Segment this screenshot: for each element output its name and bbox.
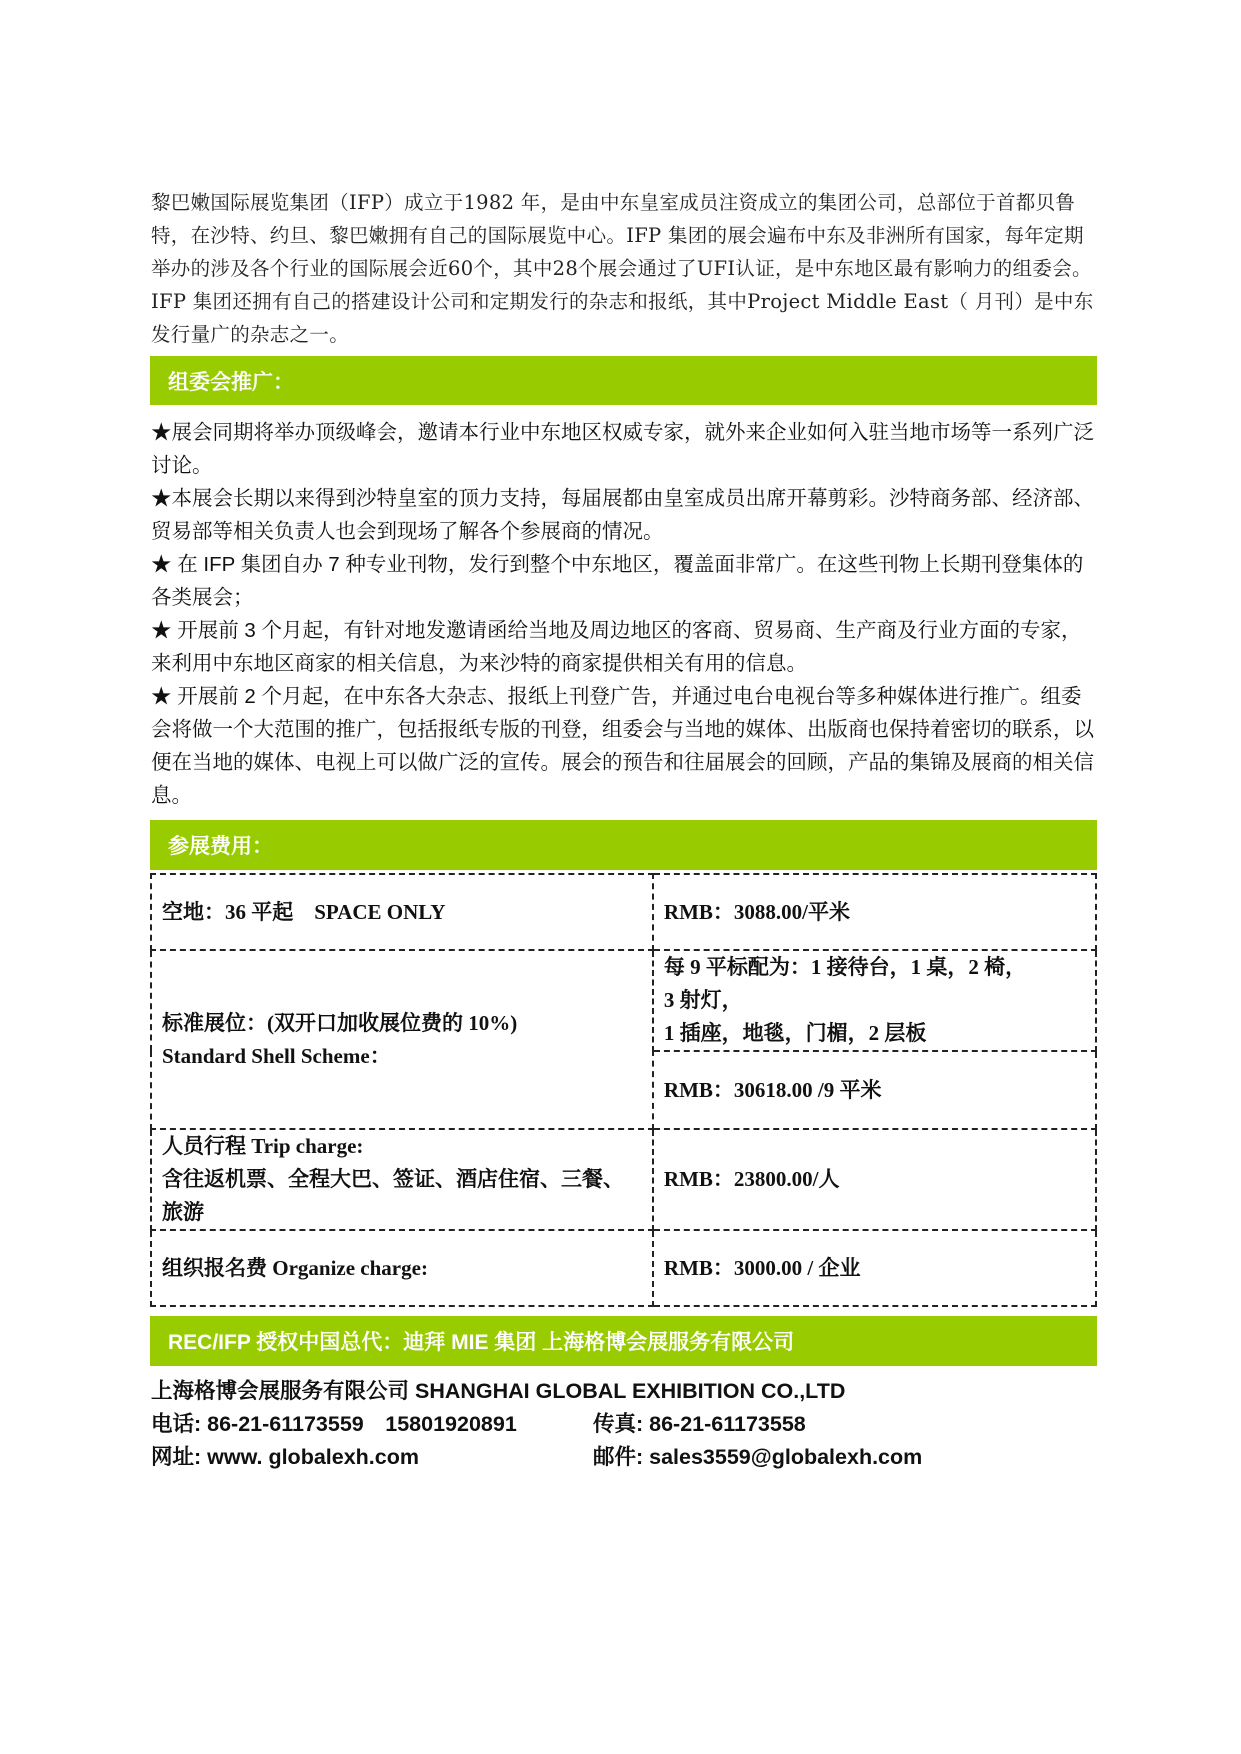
org-label: 组织报名费 Organize charge:: [151, 1230, 653, 1306]
company-name: 上海格博会展服务有限公司 SHANGHAI GLOBAL EXHIBITION CO.,LTD: [151, 1379, 846, 1403]
promo-item: ★ 开展前 2 个月起，在中东各大杂志、报纸上刊登广告，并通过电台电视台等多种媒体进行推广。组委会将做一个大范围的推广，包括报纸专版的刊登，组委会与当地的媒体、出版商也保持着密切的联系，以便在当地的媒体、电视上可以做广泛的宣传。展会的预告和往届展会的回顾，产品的集锦及展商的相关信息。: [151, 685, 1094, 807]
table-row: [151, 874, 1096, 950]
space-label: 空地：36 平起 SPACE ONLY: [151, 874, 653, 950]
email[interactable]: 邮件: sales3559@globalexh.com: [593, 1445, 923, 1469]
fees-section-header: 参展费用：: [150, 820, 1097, 870]
intro-paragraph: 黎巴嫩国际展览集团（IFP）成立于1982 年，是由中东皇室成员注资成立的集团公司，总部位于首都贝鲁特，在沙特、约旦、黎巴嫩拥有自己的国际展览中心。IFP 集团的展会遍布中东及非洲所有国家，每年定期举办的涉及各个行业的国际展会近60个，其中28个展会通过了UFI认证，是中东地区最有影响力的组委会。IFP 集团还拥有自己的搭建设计公司和定期发行的杂志和报纸，其中Project Middle East（ 月刊）是中东发行量广的杂志之一。: [151, 191, 1094, 346]
promo-item: ★本展会长期以来得到沙特皇室的顶力支持，每届展都由皇室成员出席开幕剪彩。沙特商务部、经济部、贸易部等相关负责人也会到现场了解各个参展商的情况。: [151, 487, 1094, 543]
shell-config-line: 1 插座，地毯，门楣，2 层板: [663, 1021, 927, 1045]
shell-price: RMB：30618.00 /9 平米: [653, 1051, 1096, 1129]
shell-config-line: 3 射灯，: [663, 988, 743, 1012]
promo-item: ★ 开展前 3 个月起，有针对地发邀请函给当地及周边地区的客商、贸易商、生产商及行业方面的专家，来利用中东地区商家的相关信息，为来沙特的商家提供相关有用的信息。: [151, 619, 1082, 675]
trip-price: RMB：23800.00/人: [653, 1129, 1096, 1230]
shell-config: [653, 950, 1096, 1051]
phone: 电话: 86-21-61173559 15801920891: [151, 1412, 517, 1436]
fees-table: [150, 873, 1097, 1307]
shell-label-en: Standard Shell Scheme：: [162, 1043, 391, 1068]
trip-label-title: 人员行程 Trip charge:: [162, 1134, 364, 1158]
shell-config-line: 每 9 平标配为：1 接待台，1 桌，2 椅，: [663, 955, 1027, 979]
promo-item: ★展会同期将举办顶级峰会，邀请本行业中东地区权威专家，就外来企业如何入驻当地市场等一系列广泛讨论。: [151, 421, 1094, 477]
table-row: [151, 1129, 1096, 1230]
website[interactable]: 网址: www. globalexh.com: [151, 1445, 419, 1469]
org-price: RMB：3000.00 / 企业: [653, 1230, 1096, 1306]
promo-section-header: 组委会推广：: [150, 356, 1097, 405]
promo-list: [151, 416, 1101, 812]
trip-label-detail: 含往返机票、全程大巴、签证、酒店住宿、三餐、旅游: [162, 1167, 624, 1224]
space-price: RMB：3088.00/平米: [653, 874, 1096, 950]
shell-label: [151, 950, 653, 1129]
table-row: [151, 950, 1096, 1051]
agent-section-header: REC/IFP 授权中国总代：迪拜 MIE 集团 上海格博会展服务有限公司: [150, 1316, 1097, 1366]
fax: 传真: 86-21-61173558: [593, 1412, 806, 1436]
shell-label-cn: 标准展位：(双开口加收展位费的 10%): [162, 1010, 518, 1035]
table-row: [151, 1230, 1096, 1306]
promo-item: ★ 在 IFP 集团自办 7 种专业刊物，发行到整个中东地区，覆盖面非常广。在这些刊物上长期刊登集体的各类展会；: [151, 553, 1084, 609]
trip-label: [151, 1129, 653, 1230]
